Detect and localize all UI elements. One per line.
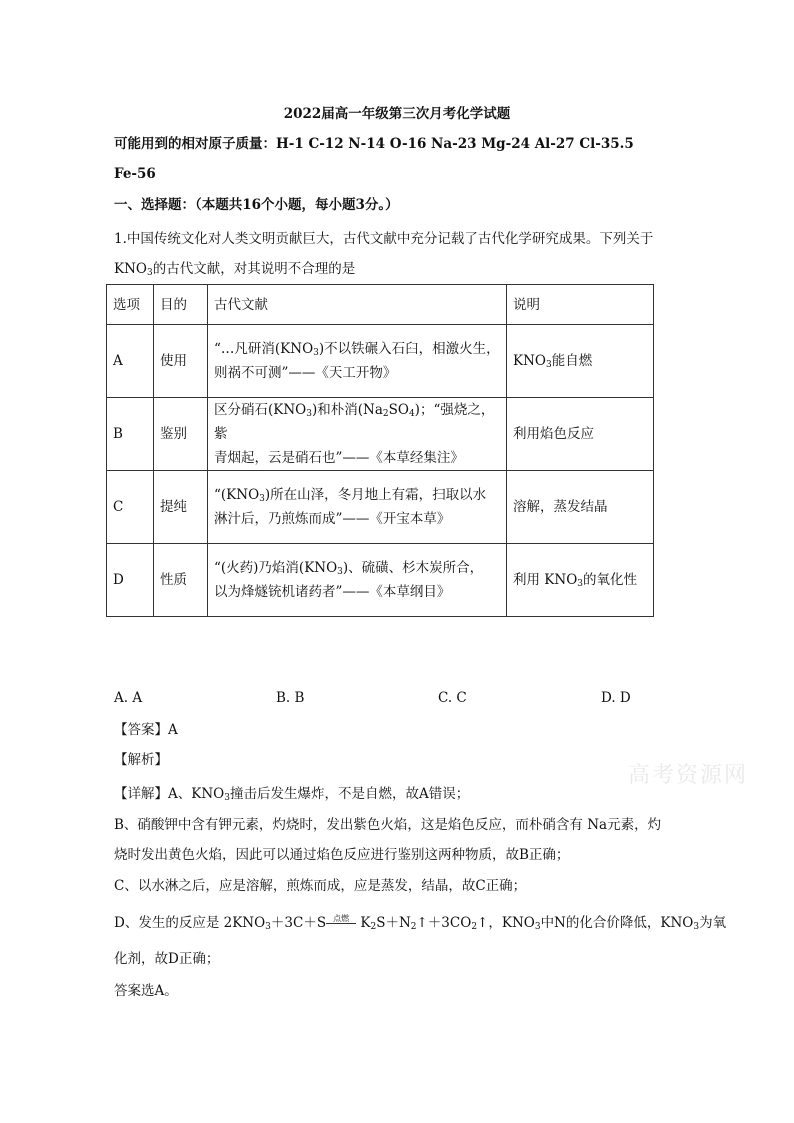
header-literature: 古代文献 [208,285,507,325]
header-option: 选项 [107,285,154,325]
row-purpose: 性质 [154,544,208,617]
question-table [106,284,654,617]
row-explanation: 利用焰色反应 [507,398,654,471]
row-literature: 区分硝石$(KNO_3)$和朴消$(Na_2SO_4)$；“强烧之，紫 青烟起，云是硝石也”——《本草经集注》 [208,398,507,471]
row-literature: “$(KNO_3)$所在山泽，冬月地上有霜，扫取以水 淋汁后，乃煎炼而成”——《开宝本草》 [208,471,507,544]
row-option: B [107,398,154,471]
final-answer: 答案选A。 [114,983,178,999]
atomic-masses: 可能用到的相对原子质量：H-1 C-12 N-14 O-16 Na-23 Mg-24 Al-27 Cl-35.5 [114,136,634,152]
analysis-b-line2: 烧时发出黄色火焰，因此可以通过焰色反应进行鉴别这两种物质，故B正确； [114,847,570,863]
analysis-b-line1: B、硝酸钾中含有钾元素，灼烧时，发出紫色火焰，这是焰色反应，而朴硝含有 Na元素，灼 [114,817,662,833]
row-explanation: $KNO_3$能自燃 [507,325,654,398]
row-literature: “…凡研消$(KNO_3)$不以铁碾入石臼，相激火生， 则祸不可测”——《天工开物》 [208,325,507,398]
row-option: C [107,471,154,544]
row-explanation: 溶解，蒸发结晶 [507,471,654,544]
header-explanation: 说明 [507,285,654,325]
choice-a: A. A [114,690,143,706]
analysis-c: C、以水淋之后，应是溶解，煎炼而成，应是蒸发，结晶，故C正确； [114,878,527,894]
analysis-a: 【详解】A、$KNO_3$撞击后发生爆炸，不是自燃，故A错误； [114,786,470,803]
row-purpose: 提纯 [154,471,208,544]
row-option: A [107,325,154,398]
question-stem-line2: $KNO_3$的古代文献，对其说明不合理的是 [114,261,356,278]
row-option: D [107,544,154,617]
analysis-heading: 【解析】 [114,752,168,768]
analysis-d-line2: 化剂，故D正确； [114,951,220,967]
reaction-condition: 点燃 [326,914,356,924]
row-explanation: 利用 $KNO_3$的氧化性 [507,544,654,617]
answer: 【答案】A [114,722,178,738]
row-purpose: 鉴别 [154,398,208,471]
watermark: 高考资源网 [628,763,749,788]
table-row [107,398,654,471]
header-purpose: 目的 [154,285,208,325]
question-stem-line1: 1.中国传统文化对人类文明贡献巨大，古代文献中充分记载了古代化学研究成果。下列关于 [114,231,654,247]
section-heading: 一、选择题：（本题共16个小题，每小题3分。） [114,197,399,213]
row-purpose: 使用 [154,325,208,398]
analysis-d-line1: D、发生的反应是 $2KNO_3+3C+S$ 点燃 $K_2S+N_2↑+3CO_2↑$，$KNO_3$中N的化合价降低，$KNO_3$为氧 [114,914,727,932]
choice-d: D. D [601,690,631,706]
table-row [107,544,654,617]
choice-b: B. B [276,690,305,706]
atomic-masses-cont: Fe-56 [114,166,156,182]
choice-c: C. C [438,690,467,706]
table-row [107,471,654,544]
table-row [107,325,654,398]
row-literature: “(火药)乃焰消$(KNO_3)$、硫磺、杉木炭所合， 以为烽燧铳机诸药者”——《本草纲目》 [208,544,507,617]
table-header-row [107,285,654,325]
page-title: 2022届高一年级第三次月考化学试题 [283,106,511,122]
